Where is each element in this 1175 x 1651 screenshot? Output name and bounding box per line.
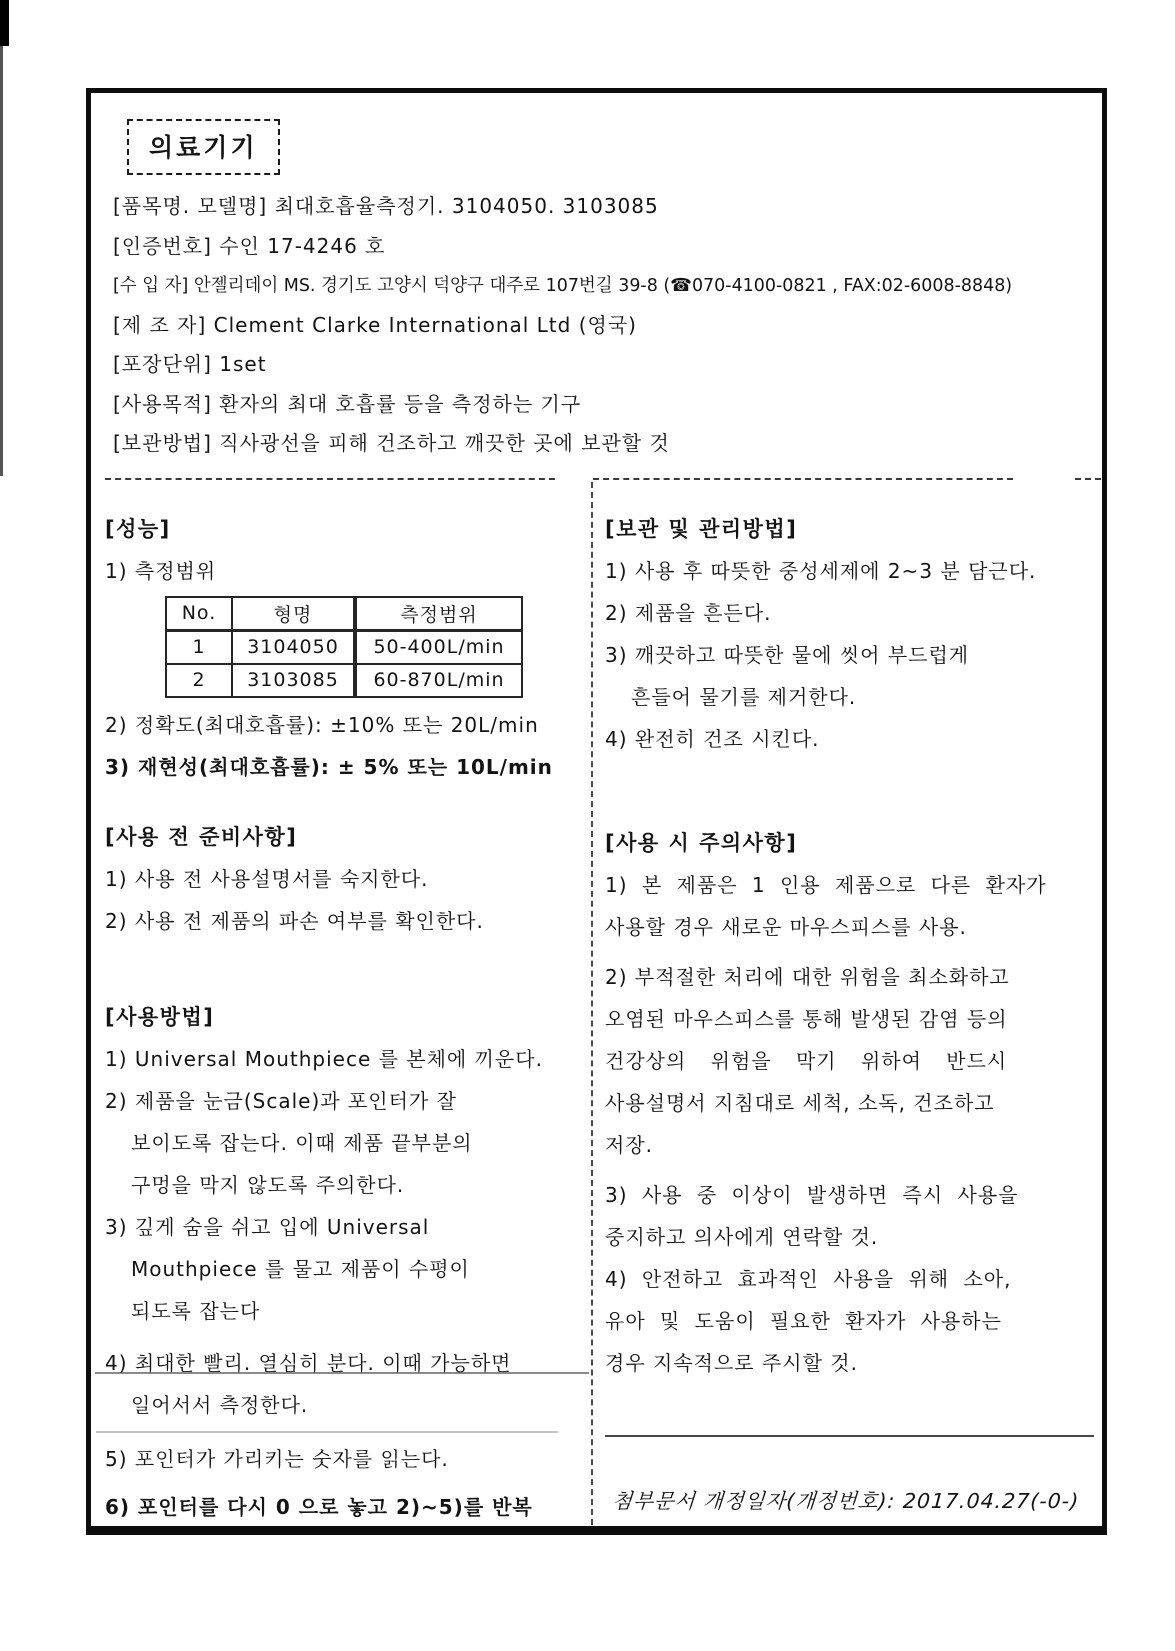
- text-line: 3) 사용 중 이상이 발생하면 즉시 사용을: [605, 1182, 1019, 1207]
- text-line: 일어서서 측정한다.: [131, 1392, 309, 1417]
- separator-dash: [593, 478, 1013, 480]
- separator-dash: [1075, 478, 1101, 480]
- footer-rule: [605, 1435, 1094, 1437]
- table-header-cell: No.: [166, 597, 232, 631]
- text-line: 구멍을 막지 않도록 주의한다.: [131, 1172, 405, 1197]
- storage-heading: [보관 및 관리방법]: [605, 516, 798, 541]
- text-line: 4) 최대한 빨리. 열심히 분다. 이때 가능하면: [105, 1350, 512, 1375]
- text-line: 6) 포인터를 다시 0 으로 놓고 2)~5)를 반복: [105, 1494, 533, 1519]
- text-line: 사용설명서 지침대로 세척, 소독, 건조하고: [605, 1090, 995, 1115]
- table-header-cell: 형명: [232, 597, 355, 631]
- usage-items: [105, 1038, 581, 1528]
- table-row: [166, 630, 522, 664]
- section-caution: [605, 822, 1094, 1384]
- text-line: [보관방법] 직사광선을 피해 건조하고 깨끗한 곳에 보관할 것: [113, 431, 670, 455]
- text-line: [제 조 자] Clement Clarke International Ltd (영국): [113, 312, 637, 337]
- table-cell: 1: [166, 630, 232, 664]
- section-performance: [105, 508, 581, 788]
- text-line: 중지하고 의사에게 연락할 것.: [605, 1224, 879, 1249]
- left-column: [91, 482, 591, 1535]
- text-line: 저장.: [605, 1132, 653, 1157]
- preparation-items: [105, 858, 581, 942]
- separator-dash: [105, 478, 555, 480]
- text-line: 2) 정확도(최대호흡률): ±10% 또는 20L/min: [105, 712, 539, 737]
- text-line: [수 입 자] 안젤리데이 MS. 경기도 고양시 덕양구 대주로 107번길 39-8 (☎070-4100-0821 , FAX:02-6008-8848): [113, 275, 1013, 296]
- text-line: 1) 사용 후 따뜻한 중성세제에 2~3 분 담근다.: [605, 558, 1037, 583]
- table-cell: 2: [166, 664, 232, 697]
- caution-heading: [사용 시 주의사항]: [605, 830, 798, 855]
- measurement-range-table: [165, 596, 523, 698]
- text-line: 2) 부적절한 처리에 대한 위험을 최소화하고: [605, 964, 1010, 989]
- text-line: [포장단위] 1set: [113, 352, 267, 376]
- storage-items: [605, 550, 1094, 760]
- scan-artifact: [0, 0, 9, 46]
- caution-items: [605, 864, 1094, 1384]
- text-line: 오염된 마우스피스를 통해 발생된 감염 등의: [605, 1006, 1008, 1031]
- table-cell: 3104050: [232, 630, 355, 664]
- product-info-block: [113, 187, 1102, 464]
- text-line: [품목명. 모델명] 최대호흡율측정기. 3104050. 3103085: [113, 194, 659, 218]
- text-line: 2) 사용 전 제품의 파손 여부를 확인한다.: [105, 908, 484, 933]
- table-cell: 3103085: [232, 664, 355, 697]
- text-line: 흔들어 물기를 제거한다.: [631, 684, 857, 709]
- table-header-cell: 측정범위: [355, 597, 522, 631]
- performance-notes: [105, 704, 581, 788]
- text-line: 되도록 잡는다: [131, 1298, 261, 1323]
- text-line: 2) 제품을 눈금(Scale)과 포인터가 잘: [105, 1088, 457, 1113]
- text-line: 3) 재현성(최대호흡률): ± 5% 또는 10L/min: [105, 754, 553, 779]
- section-separator: [91, 478, 1102, 482]
- right-column: [591, 482, 1102, 1535]
- medical-device-badge: 의료기기: [127, 119, 280, 175]
- text-line: 5) 포인터가 가리키는 숫자를 읽는다.: [105, 1446, 449, 1471]
- scan-artifact: [0, 46, 3, 476]
- table-row: [166, 664, 522, 697]
- document-frame: [86, 88, 1107, 1535]
- table-cell: 50-400L/min: [355, 630, 522, 664]
- text-line: 1) 사용 전 사용설명서를 숙지한다.: [105, 866, 429, 891]
- text-line: 2) 제품을 흔든다.: [605, 600, 772, 625]
- section-usage: [105, 996, 581, 1528]
- section-storage: [605, 508, 1094, 760]
- text-line: 1) Universal Mouthpiece 를 본체에 끼운다.: [105, 1046, 543, 1071]
- text-line: 경우 지속적으로 주시할 것.: [605, 1350, 858, 1375]
- revision-footer: [605, 1435, 1094, 1535]
- text-line: 4) 완전히 건조 시킨다.: [605, 726, 820, 751]
- text-line: 3) 깊게 숨을 쉬고 입에 Universal: [105, 1214, 430, 1239]
- text-line: [인증번호] 수인 17-4246 호: [113, 233, 386, 258]
- text-line: Mouthpiece 를 물고 제품이 수평이: [131, 1256, 470, 1281]
- text-line: 보이도록 잡는다. 이때 제품 끝부분의: [131, 1130, 473, 1155]
- table-cell: 60-870L/min: [355, 664, 522, 697]
- text-line: [사용목적] 환자의 최대 호흡률 등을 측정하는 기구: [113, 391, 582, 416]
- section-preparation: [105, 816, 581, 942]
- text-line: 건강상의 위험을 막기 위하여 반드시: [605, 1048, 1008, 1073]
- two-column-area: [91, 482, 1102, 1535]
- text-line: 사용할 경우 새로운 마우스피스를 사용.: [605, 914, 967, 939]
- performance-heading: [성능]: [105, 516, 171, 541]
- revision-date: 첨부문서 개정일자(개정번호): 2017.04.27(-0-): [611, 1488, 1081, 1513]
- text-line: 1) 본 제품은 1 인용 제품으로 다른 환자가: [605, 872, 1047, 897]
- text-line: 유아 및 도움이 필요한 환자가 사용하는: [605, 1308, 1002, 1333]
- preparation-heading: [사용 전 준비사항]: [105, 824, 298, 849]
- usage-heading: [사용방법]: [105, 1004, 215, 1029]
- measure-range-label: 1) 측정범위: [105, 558, 217, 583]
- text-line: 4) 안전하고 효과적인 사용을 위해 소아,: [605, 1266, 1012, 1291]
- text-line: 3) 깨끗하고 따뜻한 물에 씻어 부드럽게: [605, 642, 970, 667]
